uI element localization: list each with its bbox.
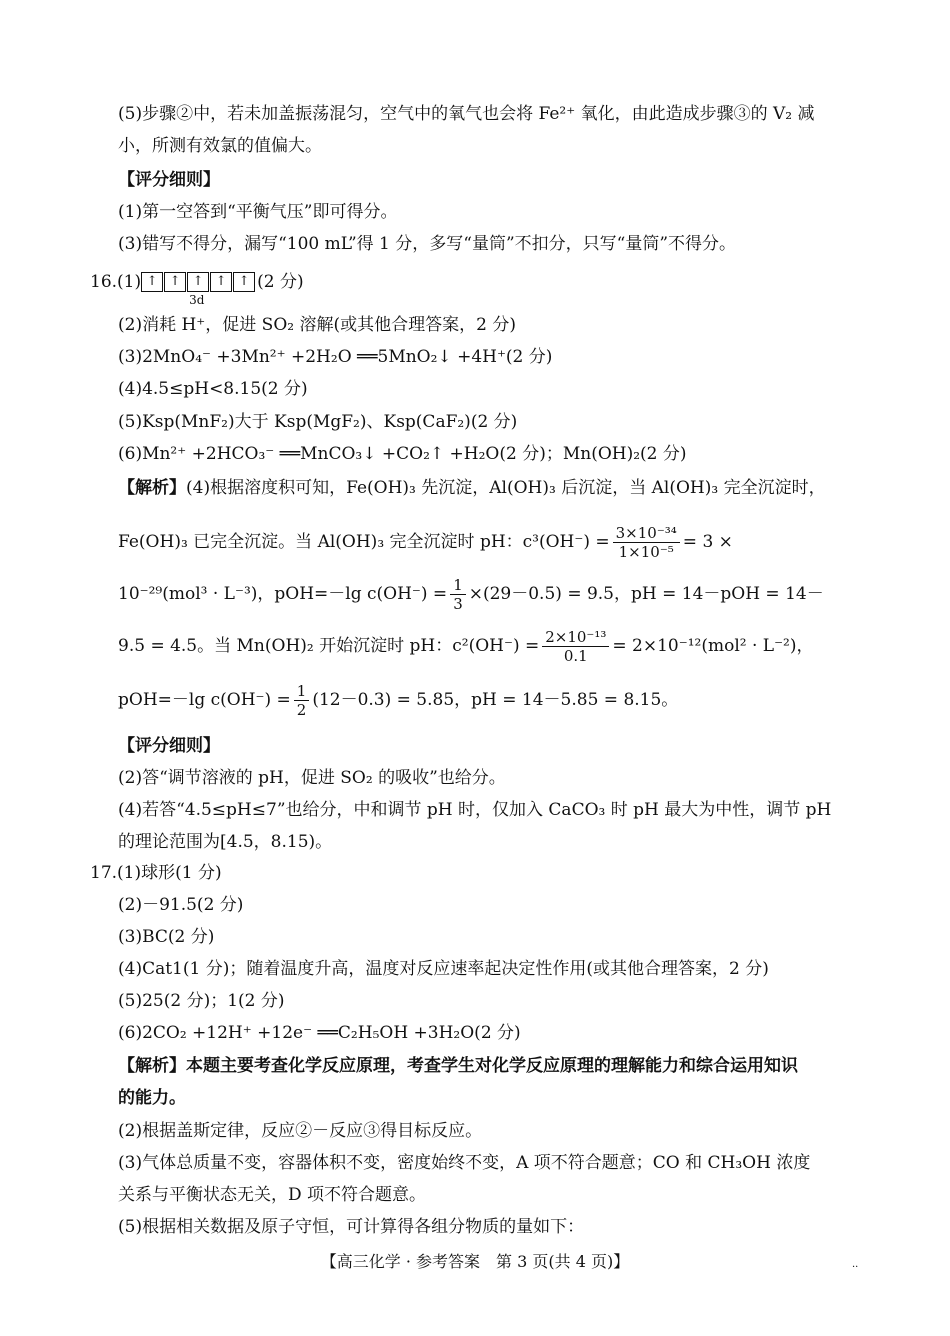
- orbital-box: ↑: [233, 272, 255, 292]
- q16-answer-1-score: (2 分): [257, 272, 304, 292]
- q15-part5-line1: (5)步骤②中，若未加盖振荡混匀，空气中的氧气也会将 Fe²⁺ 氧化，由此造成步骤③的 V₂ 减: [118, 104, 815, 124]
- analysis-text: (12－0.3) = 5.85，pH = 14－5.85 = 8.15。: [312, 690, 679, 710]
- q15-part5-line2: 小，所测有效氯的值偏大。: [118, 136, 322, 156]
- q16-answer-1-prefix: 16.(1): [90, 272, 142, 292]
- q16-analysis-line4: [118, 624, 814, 668]
- footer-mark: ··: [852, 1262, 859, 1273]
- q16-analysis-label: 【解析】: [118, 478, 186, 498]
- q16-answer-3: (3)2MnO₄⁻ +3Mn²⁺ +2H₂O ══5MnO₂↓ +4H⁺(2 分): [118, 347, 553, 367]
- analysis-text: 9.5 = 4.5。当 Mn(OH)₂ 开始沉淀时 pH：c²(OH⁻) =: [118, 636, 540, 656]
- q16-analysis-line5: [118, 678, 678, 722]
- q17-answer-4: (4)Cat1(1 分)；随着温度升高，温度对反应速率起决定性作用(或其他合理答案，2 分): [118, 959, 769, 979]
- q15-grading-1: (1)第一空答到“平衡气压”即可得分。: [118, 202, 398, 222]
- fraction-numerator: 1: [294, 682, 310, 701]
- q17-analysis-part2: (2)根据盖斯定律，反应②－反应③得目标反应。: [118, 1121, 483, 1141]
- orbital-label: 3d: [189, 292, 205, 307]
- q16-analysis-text: (4)根据溶度积可知，Fe(OH)₃ 先沉淀，Al(OH)₃ 后沉淀，当 Al(OH)₃ 完全沉淀时，: [186, 478, 826, 498]
- orbital-box: ↑: [141, 272, 163, 292]
- q17-answer-2: (2)－91.5(2 分): [118, 895, 244, 915]
- q17-analysis-line2: 的能力。: [118, 1088, 186, 1108]
- analysis-text: = 2×10⁻¹²(mol² · L⁻²)，: [612, 636, 814, 656]
- fraction-one-half: [294, 682, 310, 719]
- q17-answer-3: (3)BC(2 分): [118, 927, 215, 947]
- q17-analysis-part3-line2: 关系与平衡状态无关，D 项不符合题意。: [118, 1185, 427, 1205]
- analysis-text: = 3 ×: [682, 532, 733, 552]
- fraction-ksp-mn: [542, 628, 609, 665]
- q17-answer-6: (6)2CO₂ +12H⁺ +12e⁻ ══C₂H₅OH +3H₂O(2 分): [118, 1023, 521, 1043]
- q16-analysis-line2: [118, 520, 733, 564]
- analysis-text: pOH=－lg c(OH⁻) =: [118, 690, 291, 710]
- page-footer: 【高三化学 · 参考答案 第 3 页(共 4 页)】: [320, 1252, 630, 1271]
- q15-grading-title: 【评分细则】: [118, 170, 220, 190]
- q17-answer-1: 17.(1)球形(1 分): [90, 863, 222, 883]
- q16-answer-6: (6)Mn²⁺ +2HCO₃⁻ ══MnCO₃↓ +CO₂↑ +H₂O(2 分)；Mn(OH)₂(2 分): [118, 444, 687, 464]
- q16-grading-4-line1: (4)若答“4.5≤pH≤7”也给分，中和调节 pH 时，仅加入 CaCO₃ 时 pH 最大为中性，调节 pH: [118, 800, 832, 820]
- orbital-box: ↑: [210, 272, 232, 292]
- fraction-denominator: 2: [296, 701, 307, 719]
- q16-grading-title: 【评分细则】: [118, 736, 220, 756]
- orbital-diagram-3d: [141, 271, 257, 307]
- q16-analysis-line1: [118, 476, 826, 500]
- q16-answer-4: (4)4.5≤pH<8.15(2 分): [118, 379, 308, 399]
- q17-analysis-part5: (5)根据相关数据及原子守恒，可计算得各组分物质的量如下：: [118, 1217, 585, 1237]
- fraction-denominator: 3: [453, 595, 463, 613]
- fraction-numerator: 3×10⁻³⁴: [613, 524, 680, 543]
- q16-answer-5: (5)Ksp(MnF₂)大于 Ksp(MgF₂)、Ksp(CaF₂)(2 分): [118, 412, 518, 432]
- fraction-one-third: [450, 576, 466, 613]
- q16-answer-2: (2)消耗 H⁺，促进 SO₂ 溶解(或其他合理答案，2 分): [118, 315, 516, 335]
- q16-answer-1: [90, 270, 304, 307]
- q16-grading-2: (2)答“调节溶液的 pH，促进 SO₂ 的吸收”也给分。: [118, 768, 506, 788]
- q15-grading-3: (3)错写不得分，漏写“100 mL”得 1 分，多写“量筒”不扣分，只写“量筒”不得分。: [118, 234, 737, 254]
- q17-answer-5: (5)25(2 分)；1(2 分): [118, 991, 285, 1011]
- fraction-ksp-al: [613, 524, 680, 561]
- analysis-text: ×(29－0.5) = 9.5，pH = 14－pOH = 14－: [468, 584, 824, 604]
- analysis-text: 10⁻²⁹(mol³ · L⁻³)，pOH=－lg c(OH⁻) =: [118, 584, 448, 604]
- fraction-denominator: 0.1: [563, 647, 588, 665]
- fraction-numerator: 1: [450, 576, 466, 595]
- fraction-denominator: 1×10⁻⁵: [618, 543, 674, 561]
- q17-analysis-line1: 【解析】本题主要考查化学反应原理，考查学生对化学反应原理的理解能力和综合运用知识: [118, 1056, 798, 1076]
- q16-grading-4-line2: 的理论范围为[4.5，8.15)。: [118, 832, 333, 852]
- q17-analysis-part3-line1: (3)气体总质量不变，容器体积不变，密度始终不变，A 项不符合题意；CO 和 CH₃OH 浓度: [118, 1153, 811, 1173]
- analysis-text: Fe(OH)₃ 已完全沉淀。当 Al(OH)₃ 完全沉淀时 pH：c³(OH⁻) =: [118, 532, 610, 552]
- fraction-numerator: 2×10⁻¹³: [542, 628, 609, 647]
- q16-analysis-line3: [118, 572, 824, 616]
- orbital-box: ↑: [187, 272, 209, 292]
- orbital-box: ↑: [164, 272, 186, 292]
